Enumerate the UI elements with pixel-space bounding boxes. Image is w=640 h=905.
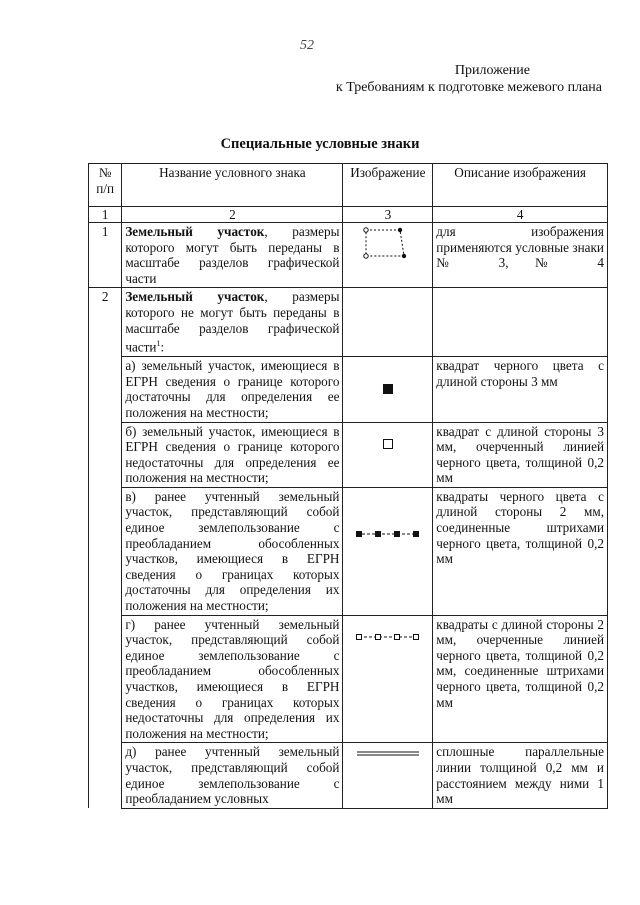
header-name: Название условного знака	[122, 164, 343, 207]
header-description: Описание изображения	[433, 164, 608, 207]
symbol-name-end: :	[160, 339, 165, 355]
appendix-header	[336, 62, 602, 96]
row-number: 2	[89, 288, 122, 808]
table-row	[89, 223, 608, 288]
symbol-name	[122, 223, 343, 288]
parcel-outline-symbol	[360, 226, 416, 262]
filled-square-symbol	[382, 383, 394, 395]
header-image: Изображение	[343, 164, 433, 207]
symbol-image	[343, 223, 433, 288]
symbol-image	[343, 615, 433, 743]
subitem-text: б) земельный участок, имеющиеся в ЕГРН сведения о границе которого недостаточны для определения ее положения на местности;	[122, 422, 343, 487]
symbol-image-empty	[343, 288, 433, 357]
subitem-text: г) ранее учтенный земельный участок, представляющий собой единое землепользование с преобладанием обособленных участков, имеющиеся в ЕГРН сведения о границах которых недостаточны для определения их положения на местности;	[122, 615, 343, 743]
symbol-image	[343, 743, 433, 808]
symbol-image	[343, 422, 433, 487]
table-subrow	[89, 743, 608, 808]
table-subrow	[89, 422, 608, 487]
symbols-table	[88, 163, 608, 809]
subitem-text: а) земельный участок, имеющиеся в ЕГРН сведения о границе которого достаточны для определения ее положения на местности;	[122, 357, 343, 422]
outlined-square-symbol	[382, 438, 394, 450]
symbol-name-text: , размеры которого могут быть переданы в масштабе разделов графической части	[125, 224, 340, 286]
symbol-description: квадрат с длиной стороны 3 мм, очерченный линией черного цвета, толщиной 0,2 мм	[433, 422, 608, 487]
table-subrow	[89, 487, 608, 615]
col-number: 1	[89, 207, 122, 223]
footnote-mark: 1	[156, 339, 161, 349]
page-title: Специальные условные знаки	[220, 136, 420, 152]
header-num: № п/п	[89, 164, 122, 207]
symbol-image	[343, 487, 433, 615]
filled-squares-dashed-line-symbol	[355, 529, 421, 539]
col-number: 4	[433, 207, 608, 223]
row-number: 1	[89, 223, 122, 288]
page-number: 52	[300, 38, 314, 53]
column-numbers-row	[89, 207, 608, 223]
symbol-image	[343, 357, 433, 422]
appendix-line2: к Требованиям к подготовке межевого плана	[335, 80, 602, 95]
table-subrow	[89, 615, 608, 743]
col-number: 3	[343, 207, 433, 223]
subitem-text: д) ранее учтенный земельный участок, представляющий собой единое землепользование с преобладанием условных	[122, 743, 343, 808]
symbol-description-empty	[433, 288, 608, 357]
table-header-row	[89, 164, 608, 207]
col-number: 2	[122, 207, 343, 223]
subitem-text: в) ранее учтенный земельный участок, представляющий собой единое землепользование с преобладанием обособленных участков, имеющиеся в ЕГРН сведения о границах которых достаточны для определения их положения на местности;	[122, 487, 343, 615]
appendix-line1: Приложение	[454, 63, 530, 78]
symbol-name-bold: Земельный участок	[125, 289, 265, 305]
symbol-description: квадраты с длиной стороны 2 мм, очерченные линией черного цвета, толщиной 0,2 мм, соединенные штрихами черного цвета, толщиной 0,2 мм	[433, 615, 608, 743]
symbol-name-bold: Земельный участок	[125, 224, 265, 239]
outlined-squares-dashed-line-symbol	[355, 632, 421, 642]
symbol-name-text: , размеры которого не могут быть переданы в масштабе разделов графической части	[125, 289, 340, 355]
symbol-name	[122, 288, 343, 357]
symbol-description: квадрат черного цвета с длиной стороны 3 мм	[433, 357, 608, 422]
table-row	[89, 288, 608, 357]
symbol-description: квадраты черного цвета с длиной стороны 2 мм, соединенные штрихами черного цвета, толщиной 0,2 мм	[433, 487, 608, 615]
table-subrow	[89, 357, 608, 422]
symbol-description: для изображения применяются условные знаки № 3, № 4	[433, 223, 608, 288]
parallel-lines-symbol	[356, 750, 420, 758]
symbol-description: сплошные параллельные линии толщиной 0,2 мм и расстоянием между ними 1 мм	[433, 743, 608, 808]
